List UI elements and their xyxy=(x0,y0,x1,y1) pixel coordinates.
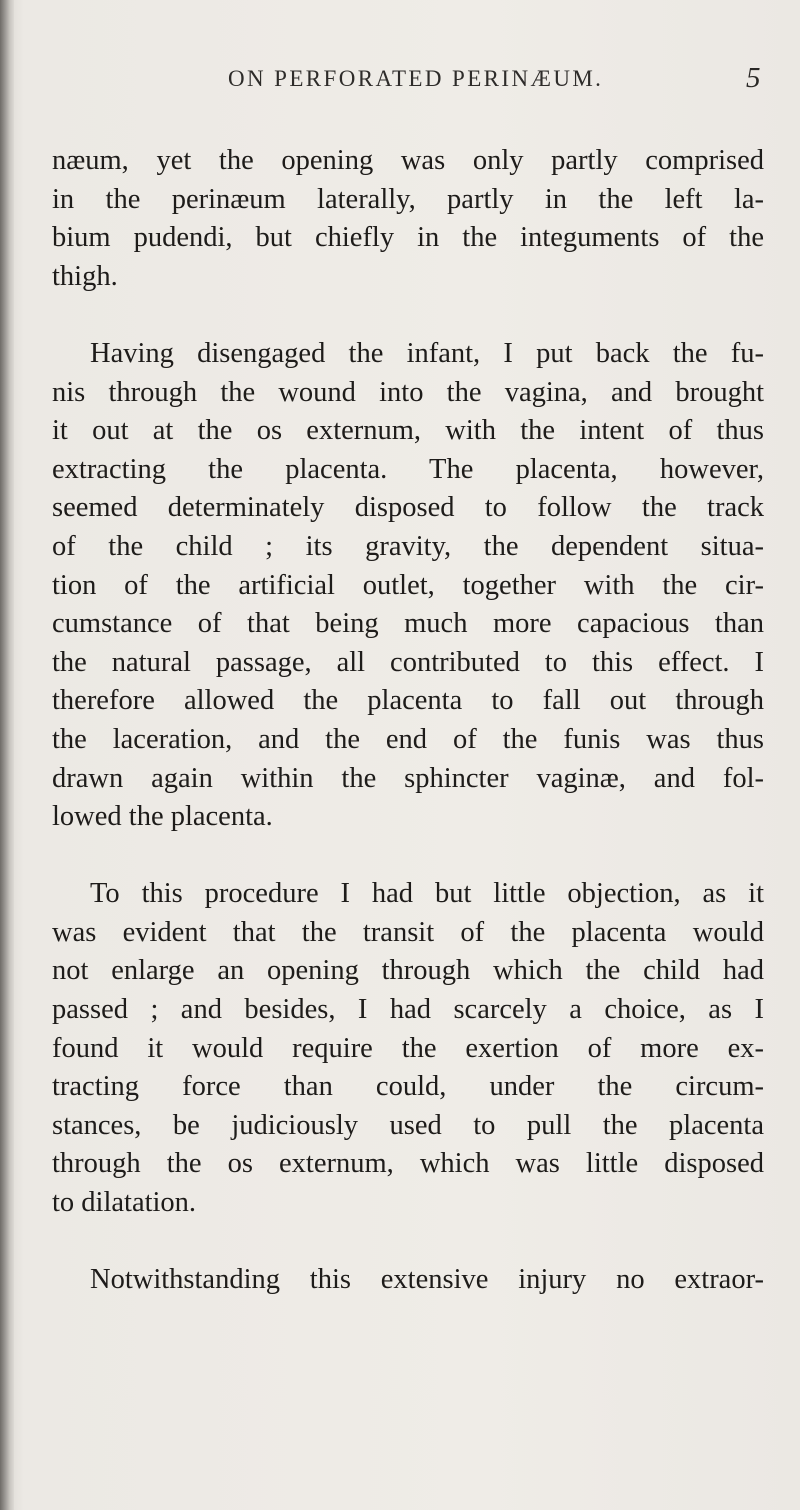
page-number: 5 xyxy=(746,62,761,94)
paragraph-gap xyxy=(52,296,764,335)
paragraph xyxy=(52,875,764,1222)
text-line: lowed the placenta. xyxy=(52,801,273,833)
text-line: cumstance of that being much more capacious than xyxy=(52,608,764,640)
text-line: passed ; and besides, I had scarcely a choice, as I xyxy=(52,994,764,1026)
text-line: To this procedure I had but little objection, as it xyxy=(90,878,764,910)
text-line: Having disengaged the infant, I put back the fu- xyxy=(90,337,764,369)
text-line: bium pudendi, but chiefly in the integuments of the xyxy=(52,222,764,254)
paragraph xyxy=(52,335,764,837)
page-gutter-edge xyxy=(0,0,14,1510)
text-line: tion of the artificial outlet, together with the cir- xyxy=(52,569,764,601)
text-line: Notwithstanding this extensive injury no extraor- xyxy=(90,1264,764,1296)
paragraph-gap xyxy=(52,837,764,876)
paragraph xyxy=(52,1261,764,1300)
text-line: to dilatation. xyxy=(52,1187,197,1219)
text-line: extracting the placenta. The placenta, however, xyxy=(52,453,764,485)
running-title: ON PERFORATED PERINÆUM. xyxy=(228,66,604,91)
text-line: of the child ; its gravity, the dependent situa- xyxy=(52,530,764,562)
text-line: nis through the wound into the vagina, and brought xyxy=(52,376,764,408)
text-line: the laceration, and the end of the funis was thus xyxy=(52,723,764,755)
text-line: seemed determinately disposed to follow the track xyxy=(52,492,764,524)
text-line: in the perinæum laterally, partly in the left la- xyxy=(52,183,764,215)
text-line: through the os externum, which was little disposed xyxy=(52,1148,764,1180)
running-header xyxy=(0,62,800,102)
text-line: found it would require the exertion of more ex- xyxy=(52,1032,764,1064)
text-line: it out at the os externum, with the intent of thus xyxy=(52,415,764,447)
text-line: the natural passage, all contributed to this effect. I xyxy=(52,646,764,678)
text-line: drawn again within the sphincter vaginæ, and fol- xyxy=(52,762,764,794)
text-line: thigh. xyxy=(52,260,118,292)
paragraph xyxy=(52,142,764,296)
text-line: stances, be judiciously used to pull the placenta xyxy=(52,1109,764,1141)
text-line: not enlarge an opening through which the child had xyxy=(52,955,764,987)
text-line: therefore allowed the placenta to fall out through xyxy=(52,685,764,717)
text-line: tracting force than could, under the circum- xyxy=(52,1071,764,1103)
paragraph-gap xyxy=(52,1223,764,1262)
text-line: was evident that the transit of the placenta would xyxy=(52,916,764,948)
body-text xyxy=(52,142,764,1300)
text-line: næum, yet the opening was only partly comprised xyxy=(52,145,764,176)
